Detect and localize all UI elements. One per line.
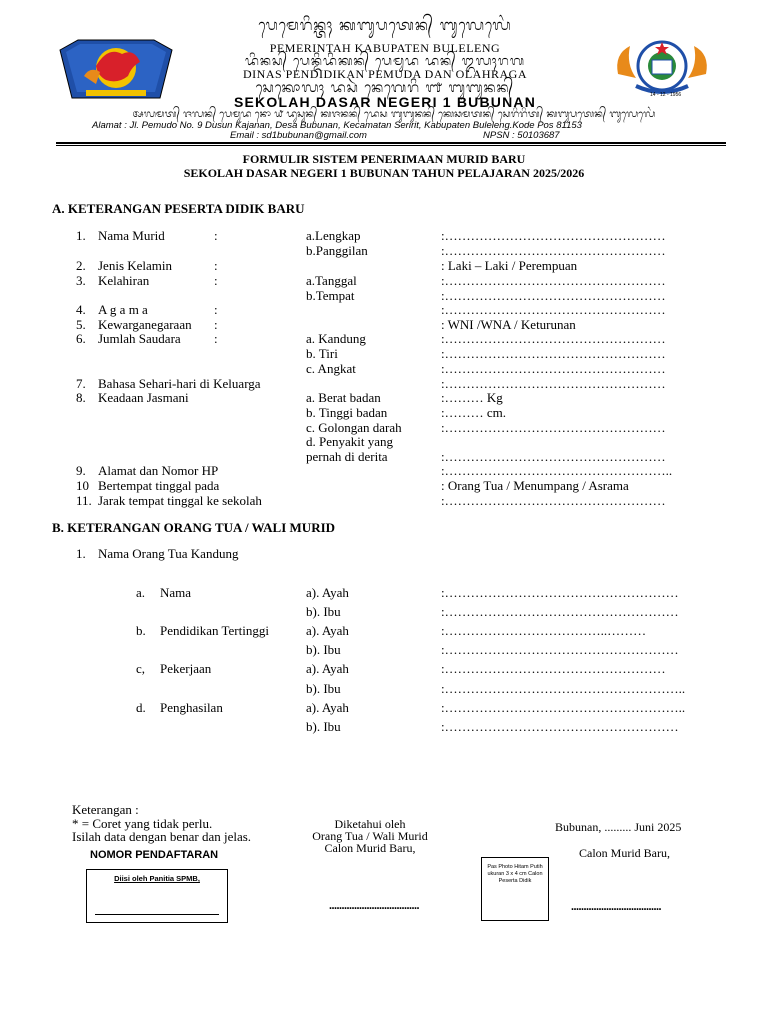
parent-field-value[interactable]: :……………………………………………… xyxy=(441,604,679,619)
field-number: 4. xyxy=(76,302,86,317)
field-value[interactable]: :…………………………………………….. xyxy=(441,463,673,478)
form-title-line2: SEKOLAH DASAR NEGERI 1 BUBUNAN TAHUN PELAJARAN 2025/2026 xyxy=(183,166,585,180)
section-b-heading: B. KETERANGAN ORANG TUA / WALI MURID xyxy=(52,520,336,535)
school-email: Email : sd1bubunan@gmail.com xyxy=(230,130,367,141)
field-label: A g a m a xyxy=(98,302,148,317)
section-b-subheading-number: 1. xyxy=(76,546,86,561)
balinese-title-line3: ᬲᬾᬓᭀᬮᬄ ᬤᬲᬃ ᬦᬾᬕᬾᬭᬶ ᭑ ᬩᬸᬩᬸᬦᬦ᭄ xyxy=(255,80,515,96)
parent-field-sublabel: b). Ibu xyxy=(306,642,341,657)
letterhead-divider-thin xyxy=(56,145,726,146)
field-number: 1. xyxy=(76,228,86,243)
place-and-date: Bubunan, ......... Juni 2025 xyxy=(555,820,682,834)
photo-placeholder-text: Pas Photo Hitam Putih ukuran 3 x 4 cm Calon Peserta Didik xyxy=(487,864,543,884)
student-signature-line[interactable]: .................................... xyxy=(571,899,661,913)
field-sublabel: a.Tanggal xyxy=(306,273,357,288)
parent-field-letter: b. xyxy=(136,623,146,638)
acknowledged-by-line3: Calon Murid Baru, xyxy=(324,841,416,855)
field-label: Kewarganegaraan xyxy=(98,317,192,332)
acknowledged-by-line1: Diketahui oleh xyxy=(334,817,406,831)
field-value[interactable]: :…………………………………………… xyxy=(441,449,666,464)
field-number: 7. xyxy=(76,376,86,391)
field-sublabel: pernah di derita xyxy=(306,449,388,464)
field-number: 9. xyxy=(76,463,86,478)
field-label: Jarak tempat tinggal ke sekolah xyxy=(98,493,262,508)
department-name: DINAS PENDIDIKAN PEMUDA DAN OLAHRAGA xyxy=(243,67,527,81)
form-title-line1: FORMULIR SISTEM PENERIMAAN MURID BARU xyxy=(242,152,526,166)
field-label: Kelahiran xyxy=(98,273,150,288)
field-number: 3. xyxy=(76,273,86,288)
field-sublabel: a.Lengkap xyxy=(306,228,361,243)
field-value[interactable]: :…………………………………………… xyxy=(441,376,666,391)
field-number: 8. xyxy=(76,390,86,405)
parent-field-sublabel: a). Ayah xyxy=(306,585,349,600)
parent-field-value[interactable]: :…………………………………………… xyxy=(441,661,666,676)
registration-number-box[interactable] xyxy=(86,869,228,923)
field-value[interactable]: :…………………………………………… xyxy=(441,288,666,303)
letterhead-divider-thick xyxy=(56,142,726,144)
field-value[interactable]: : Orang Tua / Menumpang / Asrama xyxy=(441,478,629,493)
school-emblem-date: 14 - 12 - 1956 xyxy=(650,92,682,98)
acknowledged-by-line2: Orang Tua / Wali Murid xyxy=(312,829,428,843)
section-b-subheading: Nama Orang Tua Kandung xyxy=(98,546,239,561)
field-sublabel: b. Tiri xyxy=(306,346,338,361)
field-label: Alamat dan Nomor HP xyxy=(98,463,219,478)
registration-box-caption: Diisi oleh Panitia SPMB, xyxy=(114,874,200,883)
buleleng-emblem-logo xyxy=(56,36,176,102)
field-colon: : xyxy=(214,331,218,346)
keterangan-note-2: Isilah data dengan benar dan jelas. xyxy=(72,829,252,844)
parent-field-letter: c, xyxy=(136,661,146,676)
field-value[interactable]: :…………………………………………… xyxy=(441,331,666,346)
field-sublabel: b. Tinggi badan xyxy=(306,405,388,420)
field-number: 10 xyxy=(76,478,89,493)
field-colon: : xyxy=(214,273,218,288)
field-number: 2. xyxy=(76,258,86,273)
field-sublabel: c. Angkat xyxy=(306,361,356,376)
balinese-title-line2: ᬤᬶᬦᬲ᭄ ᬧᬾᬦ᭄ᬤᬶᬤᬶᬓᬦ᭄ ᬧᬾᬫᬸᬤ ᬤᬦ᭄ ᬑᬮᬄᬭᬕ xyxy=(244,54,526,69)
balinese-address: ᬅᬮᬫᬢ᭄ ᬚᬮᬦ᭄ ᬧᬾᬫᬸᬤ ᬦᭀ ᭙ ᬤᬸᬲᬸᬦ᭄ ᬓᬚᬦᬦ᭄ ᬤᬾᬲ ᬩᬸᬩᬸᬦᬦ᭄ ᬓᬾᬘᬫᬢᬦ᭄ ᬲᬾᬭᬶᬭᬶᬢ᭄ ᬓᬩᬸᬧᬢᬾᬦ᭄ ᬩᬸᬮᬾᬮᬾᬂ xyxy=(132,109,656,120)
field-label: Nama Murid xyxy=(98,228,165,243)
field-label: Jumlah Saudara xyxy=(98,331,181,346)
parent-field-letter: a. xyxy=(136,585,146,600)
parent-field-letter: d. xyxy=(136,700,146,715)
field-value[interactable]: : WNI /WNA / Keturunan xyxy=(441,317,576,332)
field-value[interactable]: :…………………………………………… xyxy=(441,346,666,361)
field-sublabel: b.Tempat xyxy=(306,288,355,303)
field-label: Bahasa Sehari-hari di Keluarga xyxy=(98,376,261,391)
field-sublabel: c. Golongan darah xyxy=(306,420,402,435)
field-number: 6. xyxy=(76,331,86,346)
keterangan-label: Keterangan : xyxy=(72,802,139,817)
keterangan-note-1: * = Coret yang tidak perlu. xyxy=(72,816,213,831)
parent-field-sublabel: b). Ibu xyxy=(306,719,341,734)
field-value[interactable]: :…………………………………………… xyxy=(441,228,666,243)
parent-field-value[interactable]: :……………………………………………….. xyxy=(441,700,686,715)
field-sublabel: b.Panggilan xyxy=(306,243,368,258)
school-name: SEKOLAH DASAR NEGERI 1 BUBUNAN xyxy=(233,94,537,110)
nomor-pendaftaran-label: NOMOR PENDAFTARAN xyxy=(90,849,219,861)
field-value[interactable]: :…………………………………………… xyxy=(441,302,666,317)
parent-field-sublabel: a). Ayah xyxy=(306,661,349,676)
field-colon: : xyxy=(214,228,218,243)
student-signature-caption: Calon Murid Baru, xyxy=(579,846,670,860)
parent-field-sublabel: b). Ibu xyxy=(306,604,341,619)
field-number: 11. xyxy=(76,493,92,508)
field-value[interactable]: :…………………………………………… xyxy=(441,420,666,435)
field-colon: : xyxy=(214,258,218,273)
field-label: Bertempat tinggal pada xyxy=(98,478,220,493)
field-value[interactable]: :……… Kg xyxy=(441,390,503,405)
field-sublabel: a. Berat badan xyxy=(306,390,381,405)
field-sublabel: d. Penyakit yang xyxy=(306,434,394,449)
field-sublabel: a. Kandung xyxy=(306,331,366,346)
parent-field-value[interactable]: :……………………………………………… xyxy=(441,642,679,657)
parent-field-label: Pendidikan Tertinggi xyxy=(160,623,269,638)
balinese-title-line1: ᬧᬾᬫᬾᬭᬶᬦ᭄ᬢᬄ ᬓᬩᬸᬧᬢᬾᬦ᭄ ᬩᬸᬮᬾᬮᬾᬂ xyxy=(258,16,512,34)
field-value[interactable]: :…………………………………………… xyxy=(441,361,666,376)
field-value[interactable]: :…………………………………………… xyxy=(441,493,666,508)
parent-field-value[interactable]: :……………………………………………… xyxy=(441,585,679,600)
field-colon: : xyxy=(214,317,218,332)
field-value[interactable]: : Laki – Laki / Perempuan xyxy=(441,258,578,273)
parent-field-label: Penghasilan xyxy=(160,700,223,715)
parent-field-label: Pekerjaan xyxy=(160,661,212,676)
government-name: PEMERINTAH KABUPATEN BULELENG xyxy=(269,41,501,55)
parent-signature-line[interactable]: .................................... xyxy=(329,898,419,912)
registration-number-line xyxy=(95,914,219,915)
parent-field-label: Nama xyxy=(160,585,192,600)
parent-field-value[interactable]: :……………………………………………… xyxy=(441,719,679,734)
field-value[interactable]: :……… cm. xyxy=(441,405,506,420)
field-value[interactable]: :…………………………………………… xyxy=(441,273,666,288)
field-label: Keadaan Jasmani xyxy=(98,390,189,405)
parent-field-sublabel: b). Ibu xyxy=(306,681,341,696)
field-label: Jenis Kelamin xyxy=(98,258,173,273)
parent-field-value[interactable]: :……………………………………………….. xyxy=(441,681,686,696)
parent-field-value[interactable]: :………………………………..……… xyxy=(441,623,647,638)
photo-placeholder-box[interactable] xyxy=(481,857,549,921)
section-a-heading: A. KETERANGAN PESERTA DIDIK BARU xyxy=(52,201,305,216)
school-npsn: NPSN : 50103687 xyxy=(483,130,560,141)
parent-field-sublabel: a). Ayah xyxy=(306,623,349,638)
school-address: Alamat : Jl. Pemudo No. 9 Dusun Kajanan, Desa Bubunan, Kecamatan Seririt, Kabupaten Buleleng.Kode Pos 81153 xyxy=(92,120,582,131)
field-number: 5. xyxy=(76,317,86,332)
field-colon: : xyxy=(214,302,218,317)
parent-field-sublabel: a). Ayah xyxy=(306,700,349,715)
field-value[interactable]: :…………………………………………… xyxy=(441,243,666,258)
